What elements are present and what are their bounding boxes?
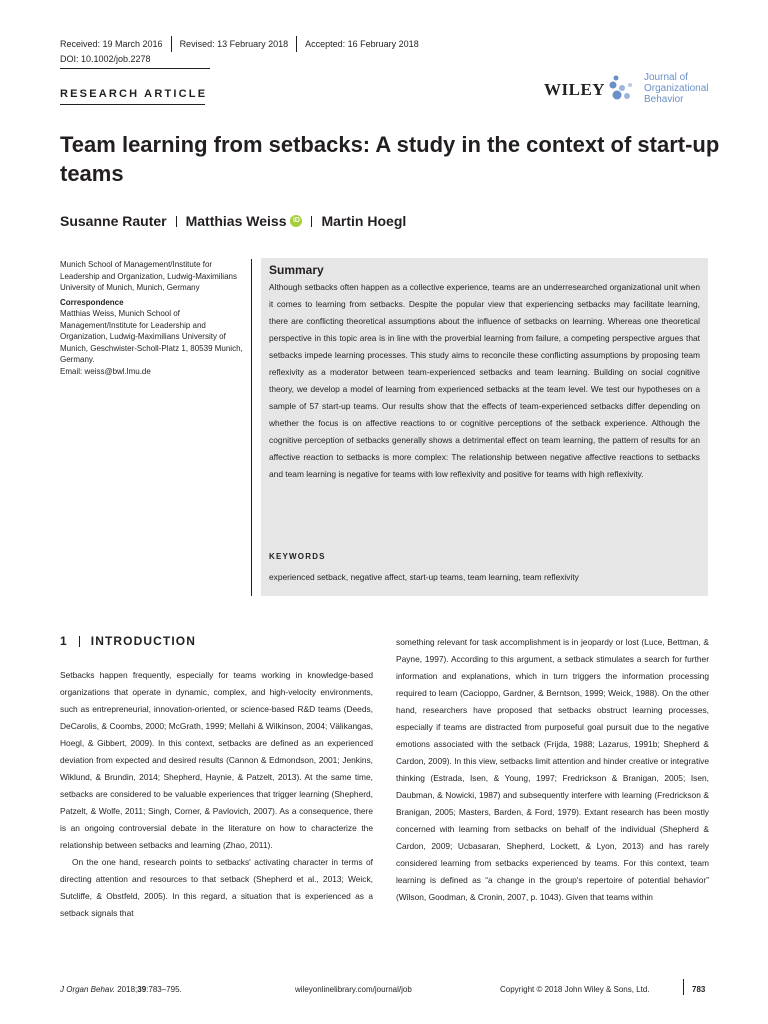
article-type-underline bbox=[60, 104, 205, 105]
keywords-list: experienced setback, negative affect, start-up teams, team learning, team reflexivity bbox=[269, 572, 579, 582]
journal-logo-icon bbox=[608, 74, 636, 104]
paragraph: On the one hand, research points to setbacks' activating character in terms of directing attention and resources to that setback (Shepherd et al., 2013; Weick, Sutcliffe, & Obstfeld, 2005). In this regard, a situation that is experienced as a setback signals that bbox=[60, 857, 373, 918]
correspondence-label: Correspondence bbox=[60, 297, 124, 307]
footer-url[interactable]: wileyonlinelibrary.com/journal/job bbox=[295, 985, 412, 994]
author[interactable]: Martin Hoegl bbox=[321, 213, 407, 229]
footer-citation bbox=[60, 985, 182, 994]
summary-text: Although setbacks often happen as a collective experience, teams are an underresearched organizational unit when it comes to learning from setbacks. Despite the popular view that experiencing setbacks may facilitate learning, there are conflicting theoretical assumptions about the influence of setbacks on learning. Whereas one theoretical perspective in this topic area is in line with the proverbial learning from failure, a competing perspective argues that setbacks impede learning processes. This study aims to reconcile these conflicting assumptions by proposing team reflexivity as a moderator between team-experienced setbacks and team learning. Building on social cognitive theory, we develop a model of learning from experienced setbacks at the team level. We test our hypotheses on a sample of 57 start-up teams. Our results show that the effects of team-experienced setbacks differ depending on whether the focus is on affective reactions to or cognitive perceptions of the setback experience. Although the cognitive perception of setbacks generally shows a detrimental effect on team learning, the pattern of results for an affective reaction to setbacks is more complex: The relationship between negative affective reactions to setbacks and team learning is negative for teams with low reflexivity and positive for teams with high reflexivity. bbox=[269, 282, 700, 479]
column-divider bbox=[251, 259, 252, 596]
author-list bbox=[60, 213, 406, 229]
citation-year: 2018; bbox=[115, 985, 138, 994]
author[interactable]: Matthias Weiss bbox=[185, 213, 287, 229]
received-date: Received: 19 March 2016 bbox=[60, 39, 163, 49]
journal-name-line: Organizational bbox=[644, 83, 709, 94]
orcid-icon[interactable]: iD bbox=[290, 215, 302, 227]
body-column-left bbox=[60, 667, 373, 922]
correspondence-text: Matthias Weiss, Munich School of Management/Institute for Leadership and Organization, Ludwig-Maximilians University of Munich, Geschwister-Scholl-Platz 1, 80539 Munich, Germany. bbox=[60, 309, 243, 364]
accepted-date: Accepted: 16 February 2018 bbox=[305, 39, 419, 49]
doi[interactable]: DOI: 10.1002/job.2278 bbox=[60, 54, 151, 64]
divider bbox=[296, 36, 297, 52]
divider bbox=[683, 979, 684, 995]
revised-date: Revised: 13 February 2018 bbox=[179, 39, 289, 49]
paragraph: Setbacks happen frequently, especially for teams working in knowledge-based organizations that operate in dynamic, complex, and high-velocity environments, such as entrepreneurial, innovation-oriented, or science-based R&D teams (Deeds, DeCarolis, & Coombs, 2000; McGrath, 1999; Mellahi & Wilkinson, 2004; Välikangas, Hoegl, & Gibbert, 2009). In this context, setbacks are defined as an experienced deviation from expected and desired results (Cannon & Edmondson, 2001; Jenkins, Wiklund, & Brundin, 2014; Shepherd, Haynie, & Patzelt, 2013). At the same time, setbacks are considered to be valuable experiences that trigger learning (Shepherd, Patzelt, & Wolfe, 2011; Singh, Corner, & Pavlovich, 2007). As a consequence, there is an ongoing controversial debate in the literature on how to characterize the relationship between setbacks and learning (Zhao, 2011). bbox=[60, 670, 373, 850]
section-heading bbox=[60, 634, 196, 648]
footer-copyright: Copyright © 2018 John Wiley & Sons, Ltd. bbox=[500, 985, 650, 994]
article-type: RESEARCH ARTICLE bbox=[60, 88, 208, 100]
publisher-logo: WILEY bbox=[544, 80, 606, 99]
citation-volume: 39 bbox=[137, 985, 147, 994]
body-column-right bbox=[396, 634, 709, 906]
correspondence-email[interactable]: Email: weiss@bwl.lmu.de bbox=[60, 366, 151, 376]
citation-journal: J Organ Behav. bbox=[60, 985, 115, 994]
keywords-label: KEYWORDS bbox=[269, 552, 326, 561]
journal-name-line: Journal of bbox=[644, 72, 688, 83]
journal-name-line: Behavior bbox=[644, 94, 684, 105]
divider bbox=[176, 216, 177, 227]
paragraph: something relevant for task accomplishment is in jeopardy or lost (Luce, Bettman, & Payne, 1997). According to this argument, a setback stimulates a search for further information and explanations, which in turn triggers the information processing required to learn (Cacioppo, Gardner, & Berntson, 1999; Weick, 1988). On the other hand, researchers have proposed that setbacks obstruct learning processes, especially if teams are distracted from purposeful goal pursuit due to the negative emotions associated with the setback (Frijda, 1988; Lazarus, 1991b; Shepherd & Cardon, 2009). In this view, setbacks limit attention and hinder creative or integrative thinking (Estrada, Isen, & Young, 1997; Fredrickson & Branigan, 2005; Isen, Daubman, & Nowicki, 1987) and subsequently interfere with learning (Fredrickson & Branigan, 2005; Masters, Barden, & Ford, 1979). Extant research has been mostly concerned with learning from setbacks on behalf of the individual (Shepherd & Cardon, 2009; Ucbasaran, Shepherd, Lockett, & Lyon, 2013) and has rarely considered learning from setbacks experienced by teams. For this context, team learning is defined as “a change in the group's repertoire of potential behavior” (Wilson, Goodman, & Cronin, 2007, p. 1043). Given that teams within bbox=[396, 637, 709, 902]
journal-name bbox=[644, 72, 708, 105]
divider bbox=[171, 36, 172, 52]
page-number: 783 bbox=[692, 985, 706, 994]
author[interactable]: Susanne Rauter bbox=[60, 213, 167, 229]
section-number: 1 bbox=[60, 634, 68, 648]
citation-pages: :783–795. bbox=[146, 985, 182, 994]
summary-heading: Summary bbox=[269, 263, 324, 277]
publication-dates bbox=[60, 36, 419, 52]
affiliation: Munich School of Management/Institute for Leadership and Organization, Ludwig-Maximilians University of Munich, Munich, Germany bbox=[60, 260, 237, 292]
section-title: INTRODUCTION bbox=[90, 634, 196, 648]
article-title: Team learning from setbacks: A study in the context of start-up teams bbox=[60, 132, 720, 186]
header-rule bbox=[60, 68, 210, 69]
divider bbox=[311, 216, 312, 227]
affiliation-block bbox=[60, 259, 245, 377]
divider bbox=[79, 636, 80, 647]
